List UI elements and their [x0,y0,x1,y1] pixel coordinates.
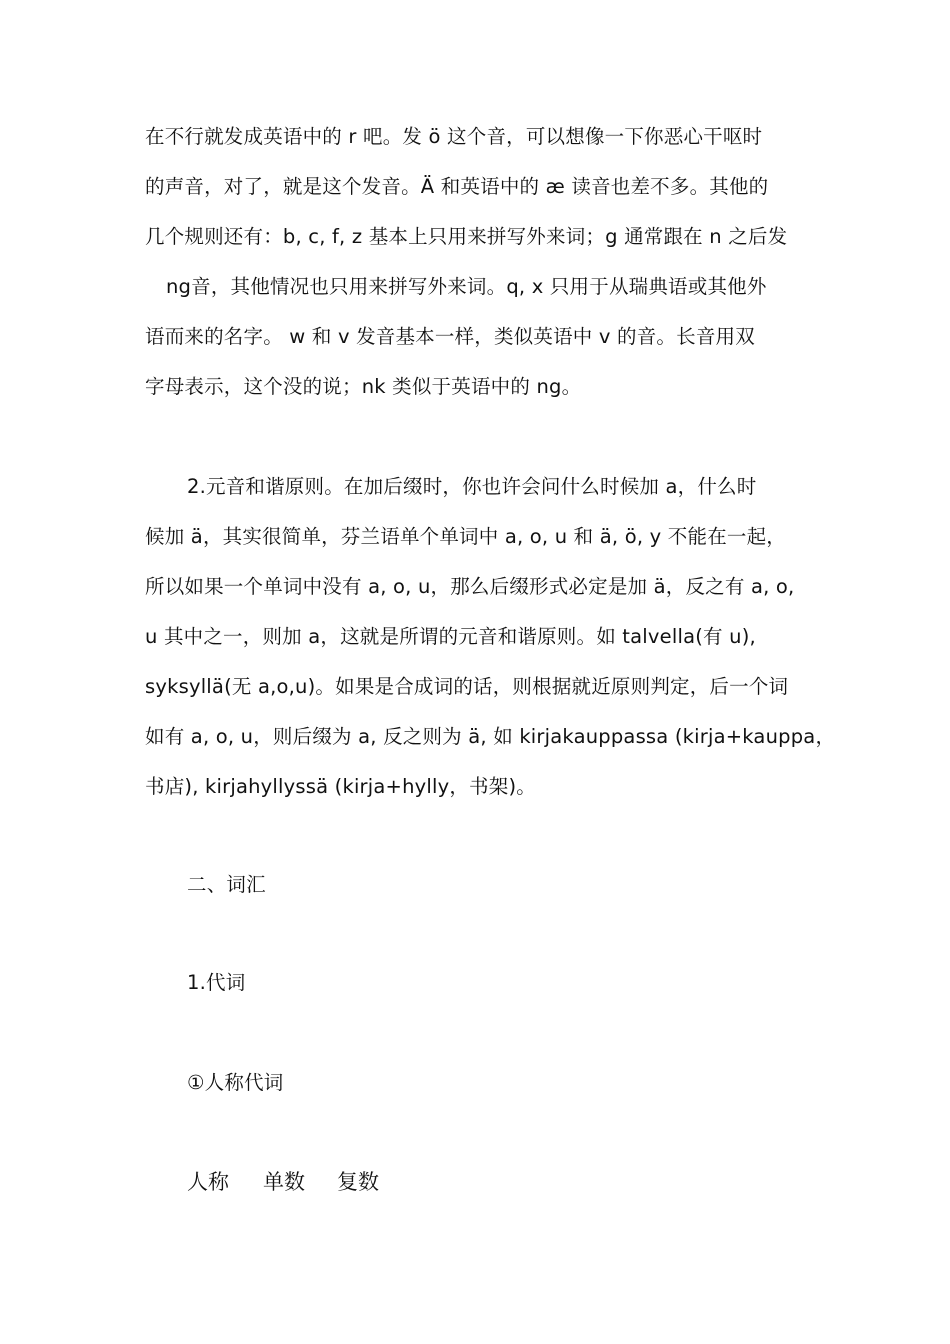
paragraph-1-line-3: 几个规则还有：b, c, f, z 基本上只用来拼写外来词；g 通常跟在 n 之后发 [145,225,788,248]
paragraph-1-line-5: 语而来的名字。 w 和 v 发音基本一样，类似英语中 v 的音。长音用双 [145,325,755,348]
subsubsection-heading: ①人称代词 [187,1071,284,1094]
table-header-singular: 单数 [263,1170,305,1194]
paragraph-2-line-7: 书店), kirjahyllyssä (kirja+hylly，书架)。 [145,775,536,798]
paragraph-2-line-6: 如有 a, o, u，则后缀为 a, 反之则为 ä, 如 kirjakauppassa (kirja+kauppa， [145,725,836,748]
table-header-plural: 复数 [337,1170,379,1194]
paragraph-1-line-6: 字母表示，这个没的说；nk 类似于英语中的 ng。 [145,375,582,398]
paragraph-2-line-3: 所以如果一个单词中没有 a, o, u，那么后缀形式必定是加 ä，反之有 a, o, [145,575,795,598]
paragraph-2-line-5: syksyllä(无 a,o,u)。如果是合成词的话，则根据就近原则判定，后一个词 [145,675,789,698]
table-header-person: 人称 [187,1170,229,1194]
paragraph-2-line-4: u 其中之一，则加 a，这就是所谓的元音和谐原则。如 talvella(有 u), [145,625,756,648]
paragraph-1-line-4: ng音，其他情况也只用来拼写外来词。q, x 只用于从瑞典语或其他外 [166,275,767,298]
paragraph-1-line-2: 的声音，对了，就是这个发音。Ä 和英语中的 æ 读音也差不多。其他的 [145,175,769,198]
subsection-heading: 1.代词 [187,971,246,994]
section-heading: 二、词汇 [187,873,266,896]
paragraph-1-line-1: 在不行就发成英语中的 r 吧。发 ö 这个音，可以想像一下你恶心干呕时 [145,125,763,148]
paragraph-2-line-1: 2.元音和谐原则。在加后缀时，你也许会问什么时候加 a，什么时 [187,475,757,498]
paragraph-2-line-2: 候加 ä，其实很简单，芬兰语单个单词中 a, o, u 和 ä, ö, y 不能在一起， [145,525,786,548]
